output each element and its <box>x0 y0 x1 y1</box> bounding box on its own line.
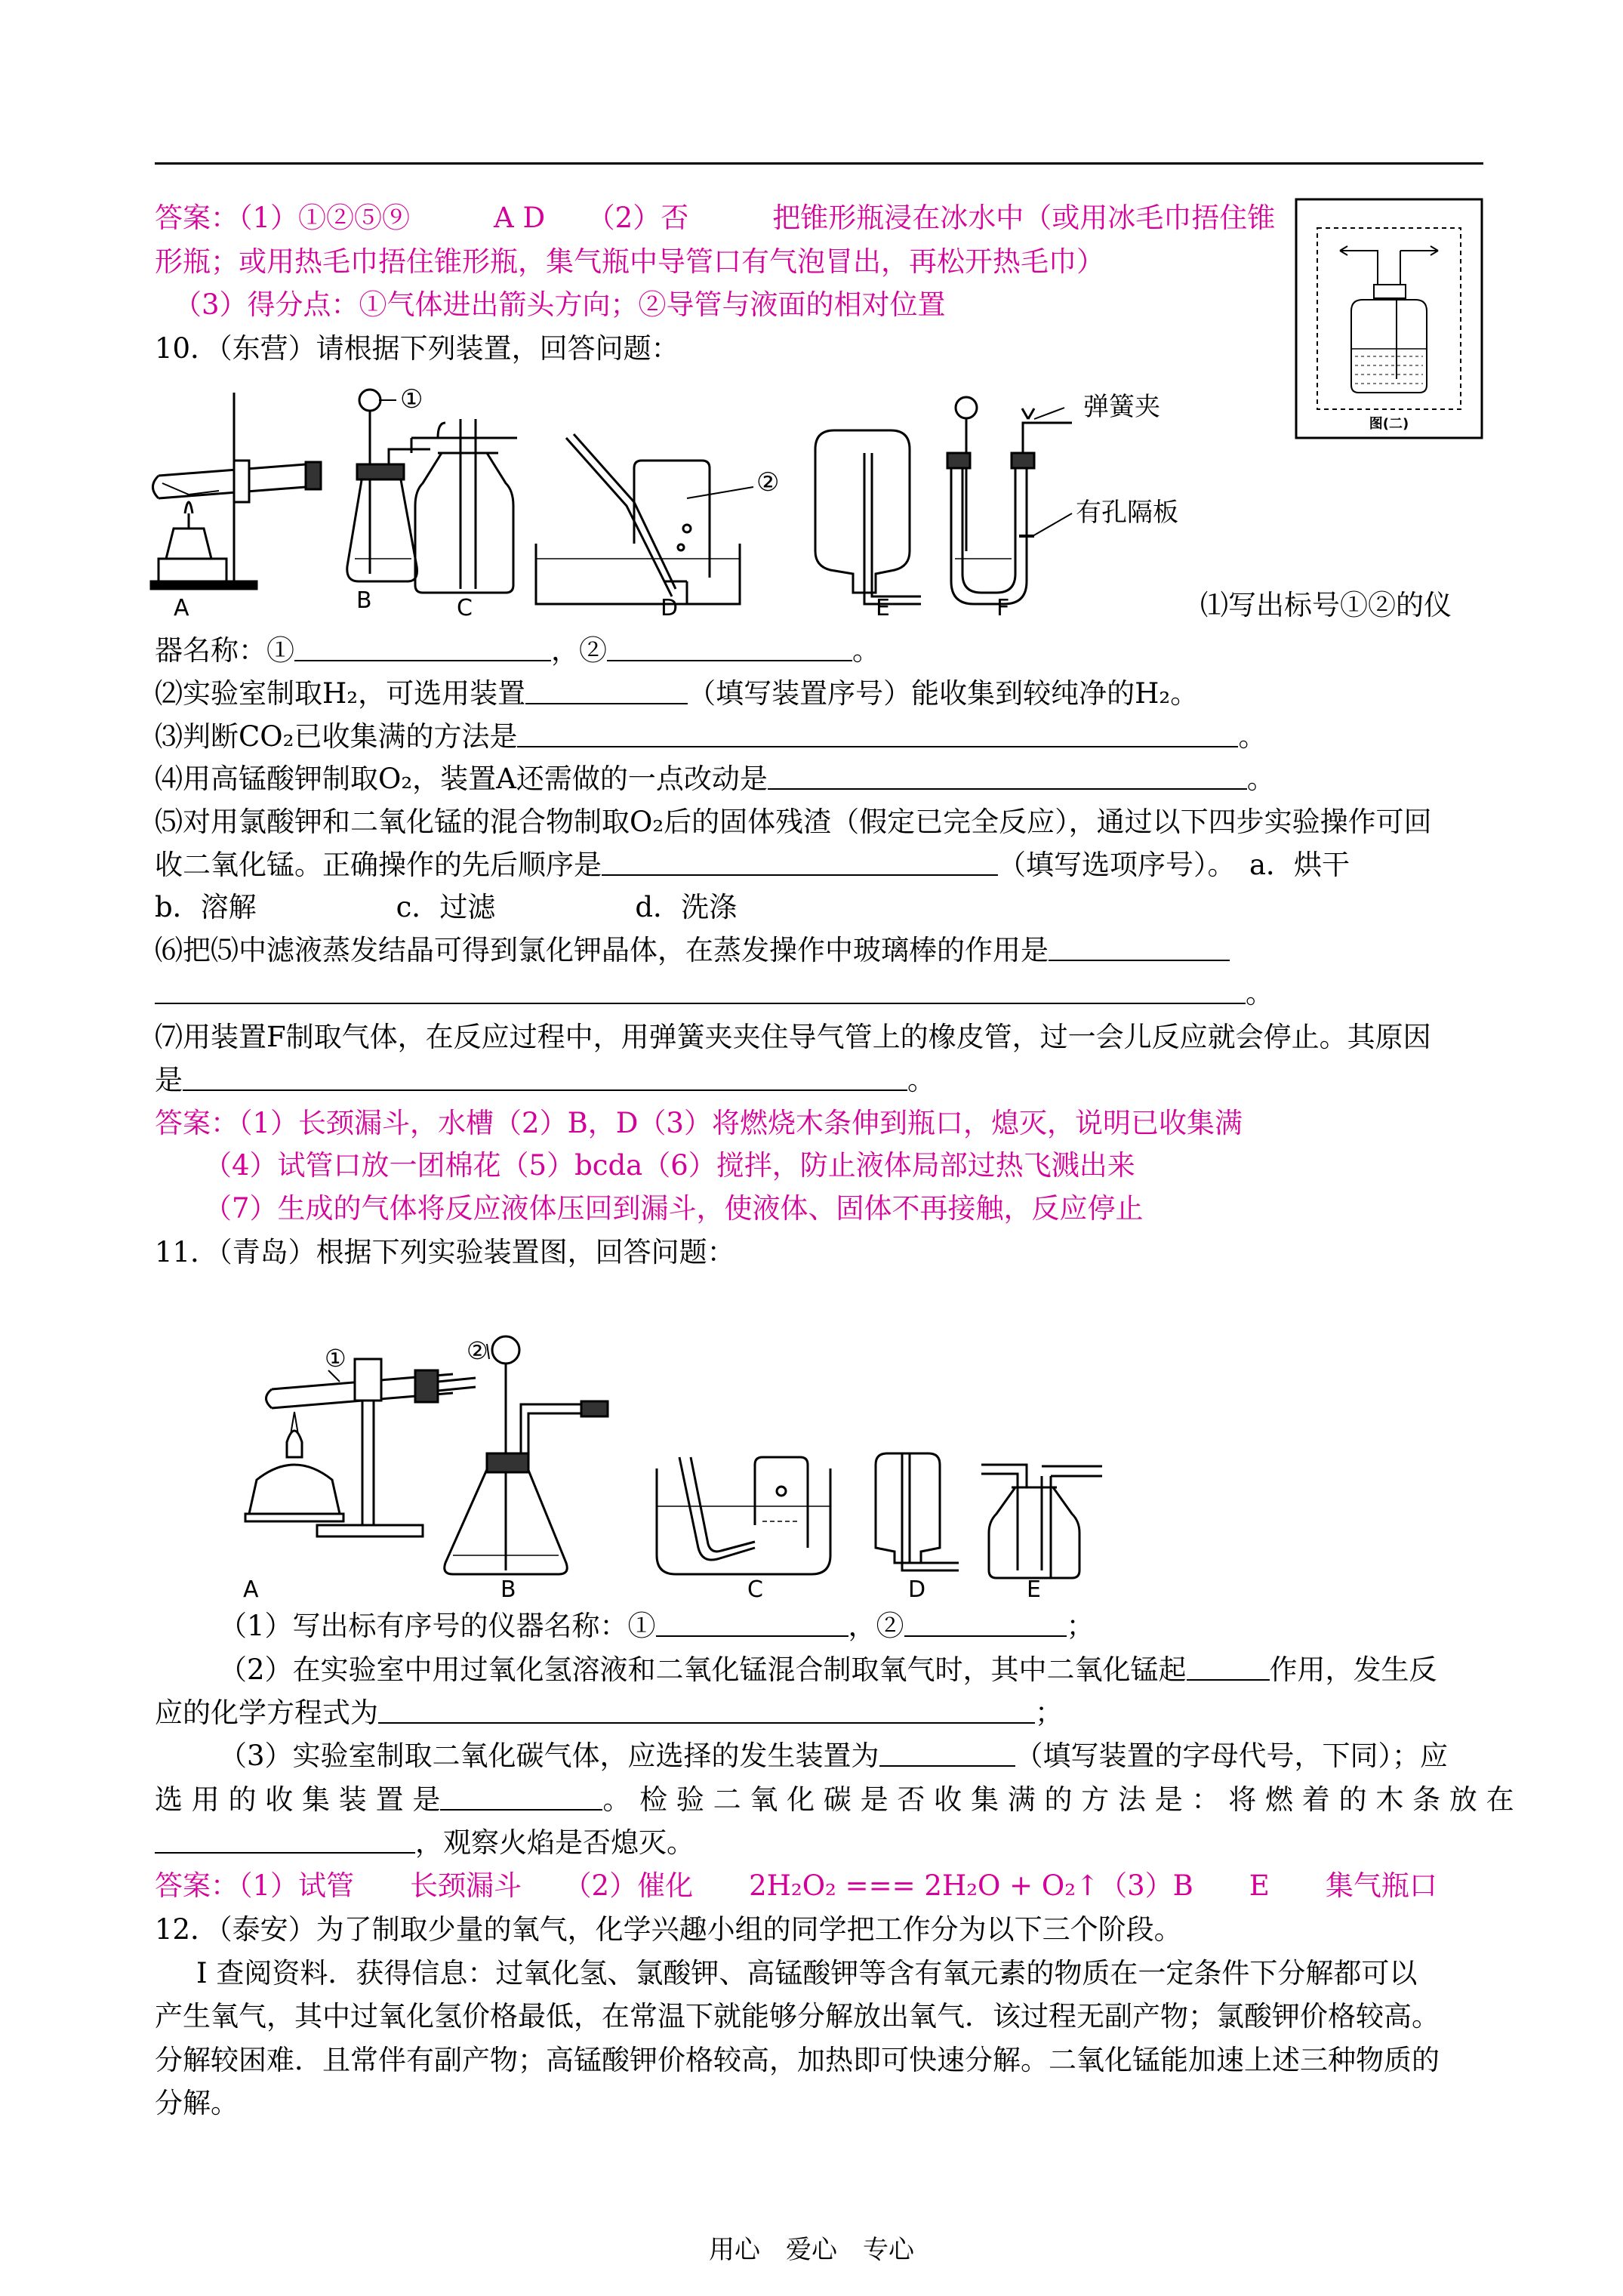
q10-q1-blank-1[interactable] <box>294 634 551 661</box>
q10-q5-line-2 <box>155 847 1350 883</box>
q10-mark-1: ① <box>400 384 423 415</box>
q10-q4 <box>155 761 1275 797</box>
q11-q3b-suffix: 。 检 验 二 氧 化 碳 是 否 收 集 满 的 方 法 是 ： 将 燃 着 的 木 条 放 在 <box>602 1783 1514 1816</box>
q10-label-E: E <box>876 595 890 619</box>
q10-q6-line-2 <box>155 975 1273 1012</box>
q10-q3-suffix: 。 <box>1238 720 1267 753</box>
q11-q3-line-1 <box>219 1738 1448 1774</box>
q11-mark-2: ② <box>467 1336 488 1365</box>
q10-q6-blank-2[interactable] <box>155 977 1246 1004</box>
q10-label-A: A <box>174 595 189 619</box>
q10-q5-prefix: 收二氧化锰。正确操作的先后顺序是 <box>155 849 602 881</box>
q10-spring-clip-label: 弹簧夹 <box>1083 392 1160 422</box>
q10-porous-plate-label: 有孔隔板 <box>1076 498 1178 528</box>
q11-label-B: B <box>500 1576 516 1601</box>
q12-para-line-3: 分解较困难．且常伴有副产物；高锰酸钾价格较高，加热即可快速分解。二氧化锰能加速上述三种物质的 <box>155 2044 1440 2076</box>
q10-q6-suffix: 。 <box>1246 977 1273 1009</box>
q10-q6-prefix: ⑹把⑸中滤液蒸发结晶可得到氯化钾晶体，在蒸发操作中玻璃棒的作用是 <box>155 934 1049 966</box>
header-rule <box>155 162 1483 165</box>
q12-para-line-4: 分解。 <box>155 2087 239 2119</box>
q11-q3-blank-3[interactable] <box>155 1826 415 1854</box>
q10-q4-suffix: 。 <box>1246 763 1275 795</box>
q11-q1-blank-1[interactable] <box>656 1610 848 1637</box>
q11-answer: 答案：（1）试管 长颈漏斗 （2）催化 2H₂O₂ === 2H₂O + O₂↑（3）B E 集气瓶口 <box>155 1869 1437 1902</box>
q11-q1-blank-2[interactable] <box>904 1610 1067 1637</box>
q10-q4-blank[interactable] <box>768 763 1247 790</box>
q10-q7-blank[interactable] <box>183 1064 907 1091</box>
q10-stem: 10．（东营）请根据下列装置，回答问题： <box>155 332 679 365</box>
q10-q3-prefix: ⑶判断CO₂已收集满的方法是 <box>155 720 518 753</box>
q10-q5-blank[interactable] <box>602 849 998 876</box>
q11-q3-line-2 <box>155 1782 1514 1818</box>
q10-q2-suffix: （填写装置序号）能收集到较纯净的H₂。 <box>688 677 1199 710</box>
q11-q2-prefix: （2）在实验室中用过氧化氢溶液和二氧化锰混合制取氧气时，其中二氧化锰起 <box>219 1653 1187 1686</box>
q12-para-line-1: Ⅰ 查阅资料．获得信息：过氧化氢、氯酸钾、高锰酸钾等含有氧元素的物质在一定条件下分解都可以 <box>196 1957 1418 1989</box>
q10-q1-blank-2[interactable] <box>607 634 852 661</box>
inset-caption: 图(二) <box>1369 416 1409 432</box>
q10-q5-line-3: b．溶解 c．过滤 d．洗涤 <box>155 891 738 923</box>
q11-label-C: C <box>747 1576 763 1601</box>
q10-q1-mid: ，② <box>551 634 607 667</box>
q11-q3-blank-1[interactable] <box>879 1740 1015 1767</box>
q10-q7-prefix: 是 <box>155 1064 183 1096</box>
answer-line-1: 答案：（1）①②⑤⑨ A D （2）否 把锥形瓶浸在冰水中（或用冰毛巾捂住锥 <box>155 202 1276 234</box>
q11-q2b-prefix: 应的化学方程式为 <box>155 1697 378 1729</box>
page-footer: 用心 爱心 专心 <box>709 2235 914 2265</box>
q10-q4-prefix: ⑷用高锰酸钾制取O₂，装置A还需做的一点改动是 <box>155 763 768 795</box>
q10-q2-blank[interactable] <box>525 677 688 704</box>
q10-q6-line-1 <box>155 932 1230 969</box>
q11-q3b-prefix: 选 用 的 收 集 装 置 是 <box>155 1783 441 1816</box>
q10-label-F: F <box>996 595 1010 619</box>
q10-q5-line-1: ⑸对用氯酸钾和二氧化锰的混合物制取O₂后的固体残渣（假定已完全反应），通过以下四步实验操作可回 <box>155 806 1432 838</box>
q11-q2b-suffix: ； <box>1035 1697 1063 1729</box>
q10-answer-line-2: （4）试管口放一团棉花（5）bcda（6）搅拌，防止液体局部过热飞溅出来 <box>204 1149 1135 1182</box>
q10-q1-part-a: ⑴写出标号①②的仪 <box>1200 589 1452 621</box>
q11-q2-suffix: 作用，发生反 <box>1269 1653 1437 1686</box>
q12-stem: 12．（泰安）为了制取少量的氧气，化学兴趣小组的同学把工作分为以下三个阶段。 <box>155 1913 1182 1946</box>
q11-q2-blank-2[interactable] <box>378 1697 1035 1724</box>
q11-label-E: E <box>1027 1576 1041 1601</box>
q10-q1-prefix: 器名称：① <box>155 634 294 667</box>
q11-q1-end: ； <box>1066 1610 1095 1642</box>
q10-apparatus-figure <box>143 378 1208 619</box>
q11-q1 <box>219 1608 1095 1644</box>
q11-label-D: D <box>908 1576 926 1601</box>
q10-q7-suffix: 。 <box>907 1064 935 1096</box>
q11-q3-blank-2[interactable] <box>440 1783 602 1811</box>
q10-q6-blank-1[interactable] <box>1049 934 1230 961</box>
q11-q3-line-3 <box>155 1825 694 1861</box>
q11-label-A: A <box>243 1576 259 1601</box>
q11-q2-line-1 <box>219 1652 1437 1688</box>
q10-q5-suffix: （填写选项序号）。 a．烘干 <box>998 849 1350 881</box>
q10-q1-part-b <box>155 633 880 669</box>
q11-q3c-suffix: ，观察火焰是否熄灭。 <box>415 1826 694 1859</box>
q10-q2-prefix: ⑵实验室制取H₂，可选用装置 <box>155 677 526 710</box>
q10-label-B: B <box>356 587 372 614</box>
q10-q3-blank[interactable] <box>517 720 1238 747</box>
q10-q2 <box>155 676 1198 712</box>
q10-q7-line-2 <box>155 1062 935 1099</box>
q11-q2-blank-1[interactable] <box>1187 1653 1270 1681</box>
q10-answer-line-3: （7）生成的气体将反应液体压回到漏斗，使液体、固体不再接触，反应停止 <box>204 1192 1144 1225</box>
q12-para-line-2: 产生氧气，其中过氧化氢价格最低，在常温下就能够分解放出氧气．该过程无副产物；氯酸钾价格较高。 <box>155 2000 1440 2032</box>
q11-q1-prefix: （1）写出标有序号的仪器名称：① <box>219 1610 656 1642</box>
q11-q3-suffix: （填写装置的字母代号，下同）；应 <box>1015 1740 1449 1772</box>
q11-q1-mid: ，② <box>848 1610 904 1642</box>
q10-label-C: C <box>457 595 473 619</box>
q10-answer-line-1: 答案：（1）长颈漏斗，水槽（2）B，D（3）将燃烧木条伸到瓶口，熄灭，说明已收集满 <box>155 1107 1243 1139</box>
answer-line-2: 形瓶；或用热毛巾捂住锥形瓶，集气瓶中导管口有气泡冒出，再松开热毛巾） <box>155 245 1104 278</box>
inset-figure <box>1295 198 1483 439</box>
q10-label-D: D <box>661 595 679 619</box>
q11-mark-1: ① <box>325 1344 346 1373</box>
q11-apparatus-figure <box>226 1329 1208 1601</box>
q11-q3-prefix: （3）实验室制取二氧化碳气体，应选择的发生装置为 <box>219 1740 879 1772</box>
answer-line-3: （3）得分点：①气体进出箭头方向；②导管与液面的相对位置 <box>174 288 946 321</box>
q10-mark-2: ② <box>756 467 780 498</box>
q11-q2-line-2 <box>155 1695 1063 1731</box>
q11-stem: 11．（青岛）根据下列实验装置图，回答问题： <box>155 1236 735 1268</box>
q10-q3 <box>155 719 1266 755</box>
q10-q1-end: 。 <box>852 634 880 667</box>
q10-q7-line-1: ⑺用装置F制取气体，在反应过程中，用弹簧夹夹住导气管上的橡皮管，过一会儿反应就会停止。其原因 <box>155 1021 1431 1053</box>
